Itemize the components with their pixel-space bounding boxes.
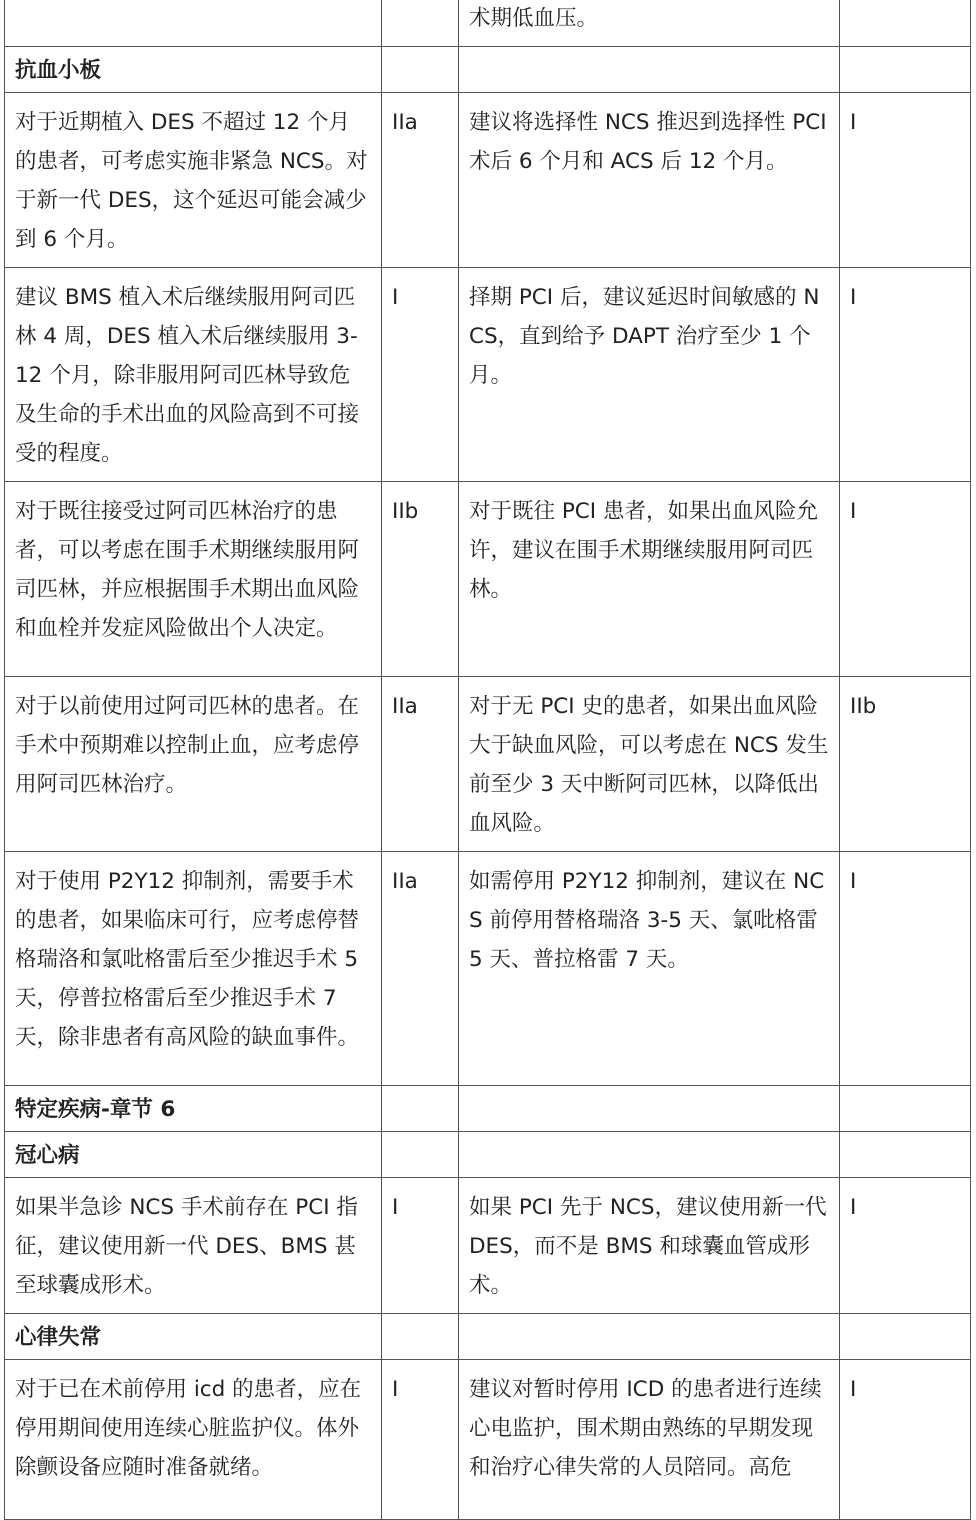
old-class-cell: I [382,1178,459,1314]
old-guideline-text-cell: 如果半急诊 NCS 手术前存在 PCI 指征，建议使用新一代 DES、BMS 甚至球囊成形术。 [5,1178,382,1314]
new-class-cell: I [840,482,971,677]
section-title: 冠心病 [5,1132,382,1178]
old-guideline-text-cell [5,0,382,47]
new-guideline-text-cell: 建议将选择性 NCS 推迟到选择性 PCI 术后 6 个月和 ACS 后 12 个月。 [459,93,840,268]
section-title: 特定疾病-章节 6 [5,1086,382,1132]
old-guideline-text-cell: 对于以前使用过阿司匹林的患者。在手术中预期难以控制止血，应考虑停用阿司匹林治疗。 [5,677,382,852]
empty-cell [382,1086,459,1132]
table-row [5,852,971,1086]
table-row [5,268,971,482]
section-header-row [5,47,971,93]
table-row [5,93,971,268]
new-class-cell: I [840,852,971,1086]
section-header-row [5,1132,971,1178]
empty-cell [840,47,971,93]
old-class-cell: IIa [382,93,459,268]
empty-cell [840,1086,971,1132]
new-guideline-text-cell: 建议对暂时停用 ICD 的患者进行连续心电监护，围术期由熟练的早期发现和治疗心律失常的人员陪同。高危 [459,1360,840,1520]
new-class-cell [840,0,971,47]
new-class-cell: I [840,1360,971,1520]
old-guideline-text-cell: 对于近期植入 DES 不超过 12 个月的患者，可考虑实施非紧急 NCS。对于新一代 DES，这个延迟可能会减少到 6 个月。 [5,93,382,268]
new-guideline-text-cell: 如需停用 P2Y12 抑制剂，建议在 NCS 前停用替格瑞洛 3-5 天、氯吡格雷 5 天、普拉格雷 7 天。 [459,852,840,1086]
empty-cell [459,47,840,93]
old-class-cell: IIb [382,482,459,677]
old-guideline-text-cell: 建议 BMS 植入术后继续服用阿司匹林 4 周，DES 植入术后继续服用 3-12 个月，除非服用阿司匹林导致危及生命的手术出血的风险高到不可接受的程度。 [5,268,382,482]
new-class-cell: I [840,1178,971,1314]
table-row [5,1178,971,1314]
old-guideline-text-cell: 对于使用 P2Y12 抑制剂，需要手术的患者，如果临床可行，应考虑停替格瑞洛和氯吡格雷后至少推迟手术 5 天，停普拉格雷后至少推迟手术 7 天，除非患者有高风险的缺血事件。 [5,852,382,1086]
guideline-comparison-table [4,0,971,1520]
section-header-row [5,1314,971,1360]
old-class-cell: IIa [382,852,459,1086]
old-guideline-text-cell: 对于已在术前停用 icd 的患者，应在停用期间使用连续心脏监护仪。体外除颤设备应随时准备就绪。 [5,1360,382,1520]
empty-cell [382,1132,459,1178]
old-class-cell: I [382,1360,459,1520]
old-class-cell: I [382,268,459,482]
table-body [5,0,971,1520]
empty-cell [459,1132,840,1178]
table-row [5,0,971,47]
empty-cell [459,1086,840,1132]
old-class-cell: IIa [382,677,459,852]
table-row [5,1360,971,1520]
new-class-cell: IIb [840,677,971,852]
empty-cell [840,1314,971,1360]
empty-cell [382,1314,459,1360]
empty-cell [840,1132,971,1178]
new-guideline-text-cell: 择期 PCI 后，建议延迟时间敏感的 NCS，直到给予 DAPT 治疗至少 1 个月。 [459,268,840,482]
new-guideline-text-cell: 对于无 PCI 史的患者，如果出血风险大于缺血风险，可以考虑在 NCS 发生前至少 3 天中断阿司匹林，以降低出血风险。 [459,677,840,852]
old-guideline-text-cell: 对于既往接受过阿司匹林治疗的患者，可以考虑在围手术期继续服用阿司匹林，并应根据围手术期出血风险和血栓并发症风险做出个人决定。 [5,482,382,677]
old-class-cell [382,0,459,47]
section-title: 心律失常 [5,1314,382,1360]
new-class-cell: I [840,268,971,482]
empty-cell [382,47,459,93]
new-guideline-text-cell: 术期低血压。 [459,0,840,47]
table-row [5,482,971,677]
table-row [5,677,971,852]
new-guideline-text-cell: 对于既往 PCI 患者，如果出血风险允许，建议在围手术期继续服用阿司匹林。 [459,482,840,677]
section-title: 抗血小板 [5,47,382,93]
section-header-row [5,1086,971,1132]
empty-cell [459,1314,840,1360]
new-guideline-text-cell: 如果 PCI 先于 NCS，建议使用新一代 DES，而不是 BMS 和球囊血管成形术。 [459,1178,840,1314]
new-class-cell: I [840,93,971,268]
